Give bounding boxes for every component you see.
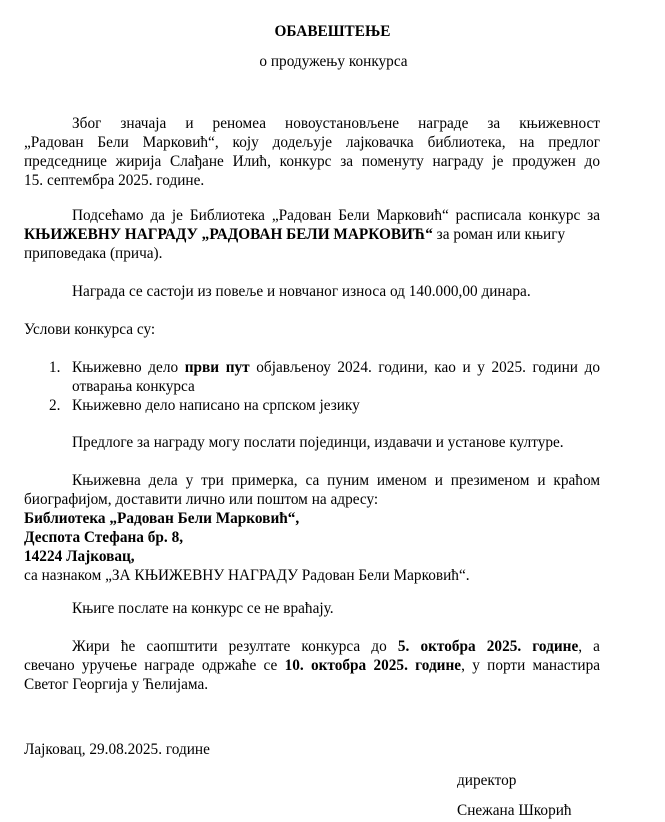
paragraph-line: приповедака (прича).	[24, 245, 163, 262]
award-name: КЊИЖЕВНУ НАГРАДУ „РАДОВАН БЕЛИ МАРКОВИЋ“	[24, 226, 433, 243]
paragraph-prize: Награда се састоји из повеље и новчаног износа од 140.000,00 динара.	[72, 283, 531, 300]
paragraph-line: биографијом, доставити лично или поштом на адресу:	[24, 491, 379, 508]
paragraph-line: КЊИЖЕВНУ НАГРАДУ „РАДОВАН БЕЛИ МАРКОВИЋ“ за роман или књигу	[24, 226, 566, 243]
signature-name: Снежана Шкорић	[457, 802, 572, 819]
paragraph-line: Књижевна дела у три примерка, са пуним именом и презименом и краћом	[72, 472, 600, 489]
signature-role: директор	[457, 772, 517, 789]
paragraph-proposals: Предлоге за награду могу послати појединци, издавачи и установе културе.	[72, 434, 564, 451]
list-item-text: Књижевно дело први пут објављеноу 2024. години, као и у 2025. години до	[72, 359, 600, 376]
list-item-text: отварања конкурса	[72, 378, 195, 395]
place-date: Лајковац, 29.08.2025. године	[24, 741, 210, 758]
list-item-text: Књижевно дело написано на српском језику	[72, 397, 360, 414]
paragraph-line: Жири ће саопштити резултате конкурса до 5. октобра 2025. године, а	[72, 638, 600, 655]
paragraph-line: свечано уручење награде одржаће се 10. октобра 2025. године, у порти манастира	[24, 657, 601, 674]
address-line: Деспота Стефана бр. 8,	[24, 529, 184, 546]
address-line: Библиотека „Радован Бели Марковић“,	[24, 510, 300, 527]
paragraph-line: Подсећамо да је Библиотека „Радован Бели Марковић“ расписала конкурс за	[72, 207, 600, 224]
conditions-heading: Услови конкурса су:	[24, 321, 156, 338]
address-line: са назнаком „ЗА КЊИЖЕВНУ НАГРАДУ Радован Бели Марковић“.	[24, 567, 470, 584]
paragraph-line: председнице жирија Слађане Илић, конкурс за поменуту награду је продужен до	[24, 153, 600, 170]
list-item-number: 2.	[49, 397, 61, 414]
list-item-number: 1.	[49, 359, 61, 376]
paragraph-no-return: Књиге послате на конкурс се не враћају.	[72, 600, 334, 617]
document-title: ОБАВЕШТЕЊЕ	[274, 23, 391, 40]
paragraph-line: 15. септембра 2025. године.	[24, 172, 205, 189]
paragraph-line: Због значаја и реномеа новоустановљене награде за књижевност	[72, 115, 600, 132]
document-subtitle: о продужењу конкурса	[259, 53, 408, 70]
paragraph-line: Светог Георгија у Ћелијама.	[24, 676, 209, 693]
address-line: 14224 Лајковац,	[24, 548, 135, 565]
paragraph-line: „Радован Бели Марковић“, коју додељује лајковачка библиотека, на предлог	[24, 134, 600, 151]
